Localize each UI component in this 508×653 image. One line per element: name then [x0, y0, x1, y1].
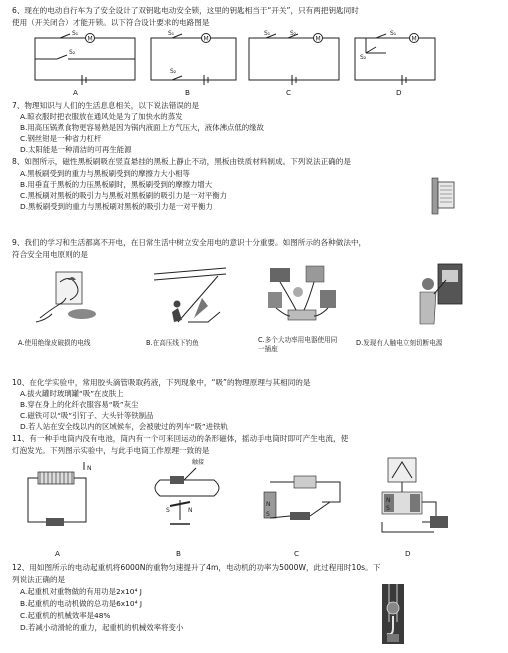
q6-circuit-c	[246, 30, 346, 89]
q9-stem-line2: 符合安全用电原则的是	[12, 250, 88, 259]
q11-figure-c	[250, 462, 350, 542]
q6-circuit-d	[352, 30, 447, 89]
q10-option-c: C.磁铁可以“吸”引钉子、大头针等铁制品	[20, 411, 154, 420]
q10-option-b: B.穿在身上的化纤衣服容易“吸”灰尘	[20, 400, 139, 409]
q6-b-motor: M	[203, 35, 209, 43]
q10-option-a: A.拔火罐时玻璃罐“吸”在皮肤上	[20, 389, 124, 398]
q11-a-n: N	[87, 465, 92, 472]
q7-stem: 7、物理知识与人们的生活息息相关，以下说法错误的是	[12, 101, 200, 110]
q11-d-n: N	[386, 497, 391, 504]
q6-stem-line1: 6、现在的电动自行车为了安全设计了双钥匙电动安全锁，这里的钥匙相当于“开关”，只有两把钥匙同时	[12, 6, 359, 15]
q6-a-s2: S₂	[69, 49, 76, 56]
q9-caption-a: A.使用绝缘皮破损的电线	[18, 339, 91, 347]
q9-stem-line1: 9、我们的学习和生活都离不开电，在日常生活中树立安全用电的意识十分重要。如图所示的各种做法中，	[12, 238, 367, 247]
q10-stem: 10、在化学实验中，常用胶头滴管吸取药液，下列现象中，“吸”的物理原理与其相同的是	[12, 378, 311, 387]
q11-label-a: A	[55, 549, 60, 558]
q6-c-s2: S₂	[290, 30, 297, 37]
q6-circuit-a	[32, 30, 142, 89]
q6-label-b: B	[185, 88, 190, 97]
q12-option-b: B.起重机的电动机做的总功是6x10⁴ J	[20, 599, 143, 608]
q11-stem-line2: 灯泡发光。下列图示实验中，与此手电筒工作原理一致的是	[12, 446, 210, 455]
q6-d-s1: S₁	[390, 30, 397, 37]
q6-d-motor: M	[411, 35, 417, 43]
q12-option-a: A.起重机对重物做的有用功是2x10⁴ J	[20, 587, 142, 596]
q9-picture-c	[262, 262, 342, 332]
q8-eraser-figure	[422, 178, 462, 218]
q6-stem-line2: 使用（开关闭合）才能开锁。以下符合设计要求的电路图是	[12, 18, 210, 27]
q11-figure-a	[20, 462, 100, 542]
q9-picture-b	[148, 264, 230, 330]
q11-b-n: N	[188, 507, 193, 514]
q6-b-s1: S₁	[168, 30, 175, 37]
q12-crane-hook-figure	[378, 584, 408, 646]
q6-label-d: D	[396, 88, 402, 97]
q11-c-n: N	[266, 501, 271, 508]
q11-stem-line1: 11、有一种手电筒内没有电池，筒内有一个可来回运动的条形磁体，摇动手电筒时即可产生电流，使	[12, 434, 349, 443]
q6-c-s1: S₁	[264, 30, 271, 37]
q9-picture-d	[412, 262, 472, 332]
q8-option-c: C.黑板刷对黑板的吸引力与黑板对黑板刷的吸引力是一对平衡力	[20, 191, 228, 200]
q7-option-a: A.晾衣服时把衣服放在通风处是为了加快水的蒸发	[20, 112, 183, 121]
q11-label-b: B	[176, 549, 181, 558]
q9-caption-c: C.多个大功率用电器使用同一插座	[258, 336, 338, 353]
q7-option-c: C.钢丝钳是一种省力杠杆	[20, 134, 102, 143]
q11-label-d: D	[405, 549, 411, 558]
q6-a-s1: S₁	[72, 30, 79, 37]
q7-option-b: B.用高压锅煮食物更容易熟是因为锅内液面上方气压大，液体沸点低的缘故	[20, 123, 264, 132]
q6-label-c: C	[286, 88, 292, 97]
q6-d-s2: S₂	[360, 54, 367, 61]
q11-c-s: S	[266, 511, 270, 518]
q6-a-motor: M	[87, 35, 93, 43]
q11-d-s: S	[386, 505, 390, 512]
q6-b-s2: S₂	[170, 68, 177, 75]
q6-circuit-b	[148, 30, 243, 89]
q8-option-b: B.用垂直于黑板的力压黑板刷时，黑板刷受到的摩擦力增大	[20, 180, 213, 189]
q6-c-motor: M	[315, 35, 321, 43]
q9-caption-d: D.发现有人触电立刻切断电源	[356, 339, 443, 347]
q12-stem-line2: 列说法正确的是	[12, 575, 66, 584]
q12-option-c: C.起重机的机械效率是48%	[20, 611, 111, 620]
q9-caption-b: B.在高压线下钓鱼	[146, 339, 199, 347]
q8-stem-line1: 8、如图所示，磁性黑板刷吸在竖直悬挂的黑板上静止不动，黑板由铁质材料制成。下列说法正确的是	[12, 157, 351, 166]
q11-figure-b	[140, 458, 230, 542]
q12-option-d: D.若减小动滑轮的重力，起重机的机械效率将变小	[20, 623, 184, 632]
q6-label-a: A	[73, 88, 78, 97]
q11-b-s: S	[166, 507, 170, 514]
q10-option-d: D.若人站在安全线以内的区域候车，会被驶过的列车“吸”进铁轨	[20, 422, 228, 431]
q8-option-a: A.黑板刷受到的重力与黑板刷受到的摩擦力大小相等	[20, 169, 190, 178]
q11-b-touch: 触接	[192, 459, 205, 466]
q11-label-c: C	[294, 549, 300, 558]
q12-stem-line1: 12、用如图所示的电动起重机将6000N的重物匀速提升了4m，电动机的功率为5000W，此过程用时10s。下	[12, 563, 381, 572]
q7-option-d: D.太阳能是一种清洁的可再生能源	[20, 145, 132, 154]
q9-picture-a	[30, 264, 110, 330]
q11-figure-d	[374, 452, 464, 544]
q8-option-d: D.黑板刷受到的重力与黑板刷对黑板的吸引力是一对平衡力	[20, 202, 213, 211]
